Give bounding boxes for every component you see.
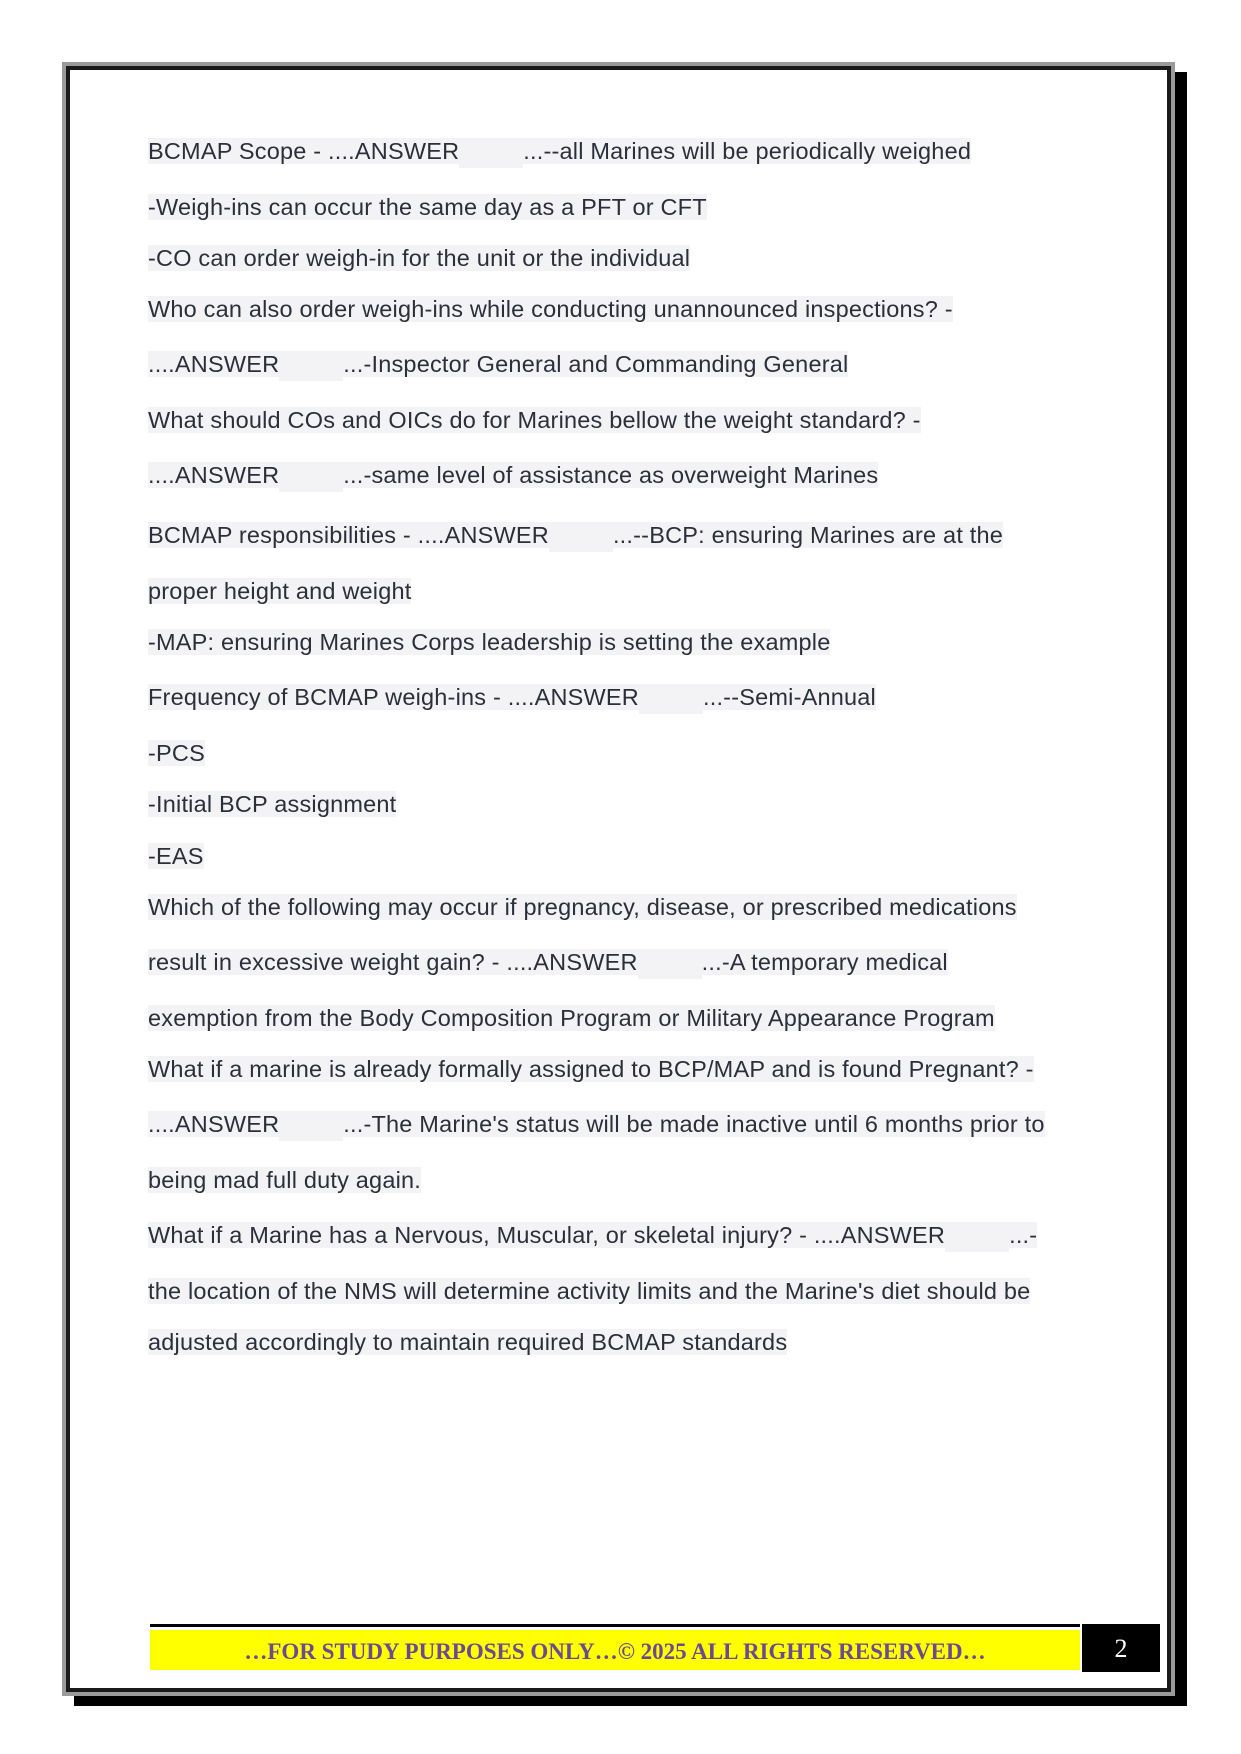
question-line [148, 292, 953, 326]
text-line [148, 625, 830, 659]
answer-gap [549, 522, 613, 552]
line-text: the location of the NMS will determine activity limits and the Marine's diet should be [148, 1278, 1031, 1304]
text-line [148, 1001, 995, 1035]
text-line [148, 1163, 421, 1197]
answer-line [148, 458, 878, 492]
text-line [148, 134, 971, 168]
text-line [148, 736, 205, 770]
line-text: exemption from the Body Composition Program or Military Appearance Program [148, 1005, 995, 1031]
line-text: BCMAP responsibilities - ....ANSWER [148, 522, 549, 548]
text-line [148, 1325, 787, 1359]
answer-text: ...-same level of assistance as overweight Marines [343, 462, 879, 488]
answer-gap [279, 351, 343, 381]
answer-gap [945, 1222, 1009, 1252]
answer-gap [459, 138, 523, 168]
line-text: adjusted accordingly to maintain required BCMAP standards [148, 1329, 788, 1355]
answer-line [148, 1107, 1045, 1141]
text-line [148, 839, 204, 873]
answer-text: ...--BCP: ensuring Marines are at the [612, 522, 1004, 548]
line-text: proper height and weight [148, 578, 412, 604]
line-text: -EAS [148, 843, 204, 869]
page-number: 2 [1082, 1624, 1160, 1672]
line-text: -Weigh-ins can occur the same day as a PFT or CFT [148, 194, 707, 220]
text-line [148, 518, 1003, 552]
text-line [148, 574, 411, 608]
text-line [148, 1274, 1030, 1308]
line-text: Which of the following may occur if pregnancy, disease, or prescribed medications [148, 894, 1017, 920]
line-text: BCMAP Scope - ....ANSWER [148, 138, 460, 164]
line-text: -PCS [148, 740, 205, 766]
text-line [148, 945, 948, 979]
answer-text: ...-Inspector General and Commanding General [343, 351, 849, 377]
line-text: being mad full duty again. [148, 1167, 422, 1193]
question-line [148, 1218, 1037, 1252]
text-line [148, 680, 876, 714]
text-line [148, 787, 396, 821]
line-text: Frequency of BCMAP weigh-ins - ....ANSWER [148, 684, 639, 710]
line-text: -CO can order weigh-in for the unit or the individual [148, 245, 691, 271]
footer-copyright: …FOR STUDY PURPOSES ONLY…© 2025 ALL RIGHTS RESERVED… [244, 1639, 986, 1664]
answer-gap [638, 949, 702, 979]
answer-line [148, 347, 848, 381]
answer-text: ...--all Marines will be periodically weighed [523, 138, 972, 164]
line-text: ....ANSWER [148, 351, 280, 377]
line-text: ....ANSWER [148, 462, 280, 488]
line-text: -MAP: ensuring Marines Corps leadership is setting the example [148, 629, 831, 655]
answer-text: ...- [1009, 1222, 1038, 1248]
answer-gap [639, 684, 703, 714]
question-line [148, 1052, 1034, 1086]
line-text: Who can also order weigh-ins while conducting unannounced inspections? - [148, 296, 953, 322]
line-text: ....ANSWER [148, 1111, 280, 1137]
line-text: What if a Marine has a Nervous, Muscular, or skeletal injury? - ....ANSWER [148, 1222, 946, 1248]
line-text: What if a marine is already formally assigned to BCP/MAP and is found Pregnant? - [148, 1056, 1034, 1082]
answer-text: ...-A temporary medical [701, 949, 948, 975]
text-line [148, 241, 690, 275]
answer-gap [279, 462, 343, 492]
answer-gap [279, 1111, 343, 1141]
text-line [148, 190, 707, 224]
footer-divider [150, 1624, 1080, 1627]
question-line [148, 890, 1017, 924]
question-line [148, 403, 921, 437]
line-text: What should COs and OICs do for Marines bellow the weight standard? - [148, 407, 921, 433]
line-text: -Initial BCP assignment [148, 791, 397, 817]
answer-text: ...-The Marine's status will be made inactive until 6 months prior to [343, 1111, 1045, 1137]
line-text: result in excessive weight gain? - ....ANSWER [148, 949, 638, 975]
answer-text: ...--Semi-Annual [702, 684, 876, 710]
